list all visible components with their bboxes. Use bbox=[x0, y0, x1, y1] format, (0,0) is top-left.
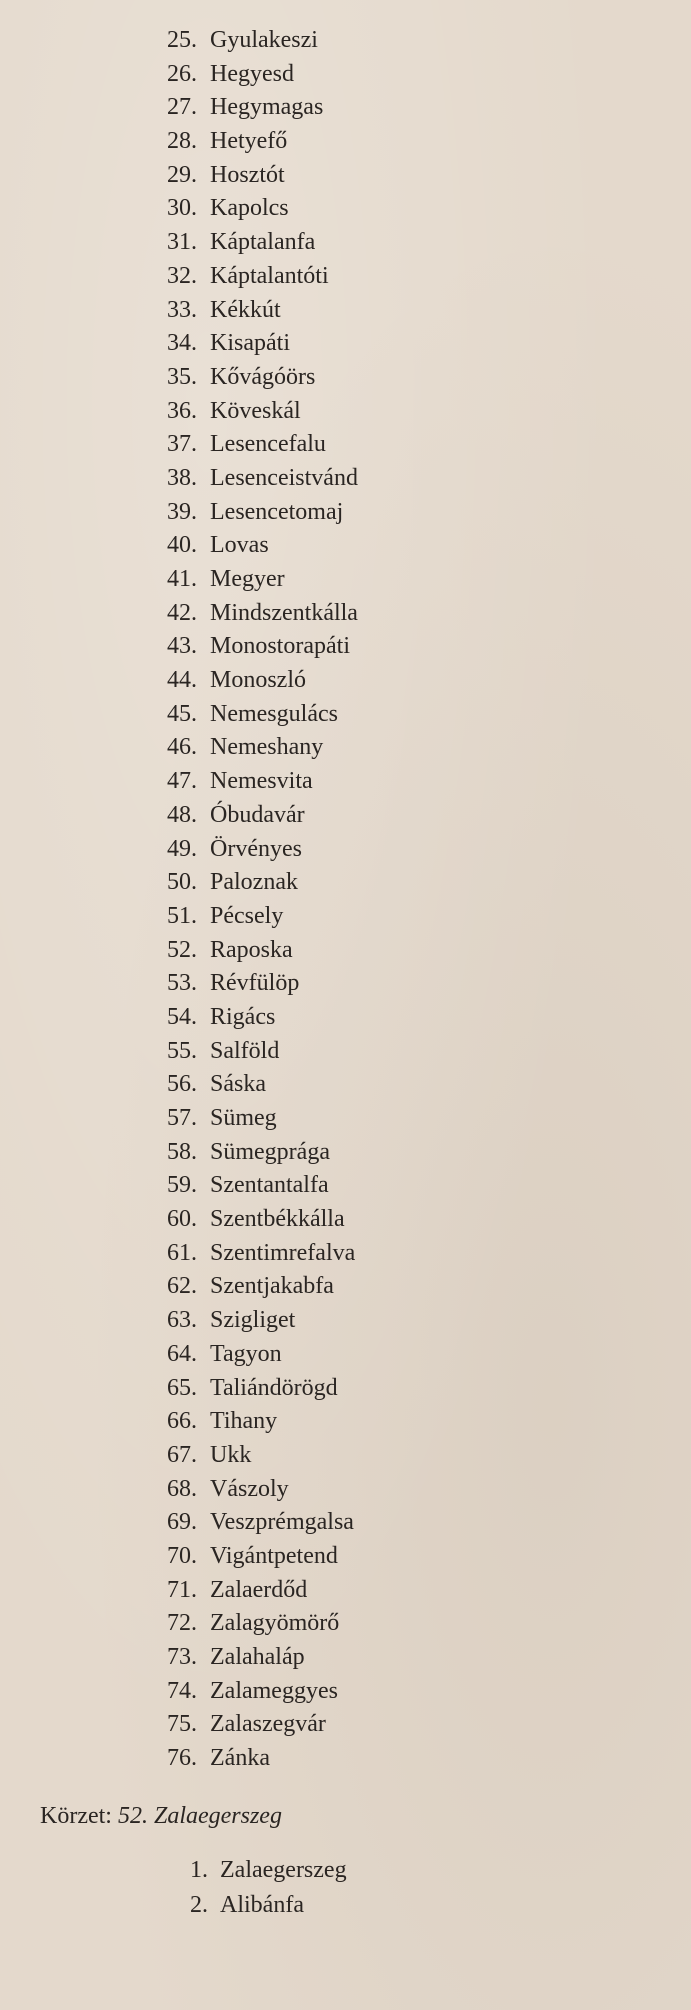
list-item bbox=[0, 934, 691, 968]
item-number: 53. bbox=[167, 970, 197, 997]
district-heading bbox=[40, 1799, 282, 1833]
list-item bbox=[0, 159, 691, 193]
item-name: Köveskál bbox=[210, 397, 301, 424]
list-item bbox=[0, 1001, 691, 1035]
list-item bbox=[0, 799, 691, 833]
item-name: Veszprémgalsa bbox=[210, 1509, 354, 1536]
item-number: 33. bbox=[167, 296, 197, 323]
item-name: Kővágóörs bbox=[210, 363, 316, 390]
list-item bbox=[0, 529, 691, 563]
item-name: Sümeg bbox=[210, 1105, 277, 1131]
item-number: 55. bbox=[167, 1037, 197, 1064]
item-name: Hetyefő bbox=[210, 128, 288, 155]
list-item bbox=[0, 1574, 691, 1608]
item-name: Hosztót bbox=[210, 161, 285, 188]
item-number: 46. bbox=[167, 734, 197, 761]
list-item bbox=[0, 1742, 691, 1776]
list-item bbox=[0, 1853, 691, 1888]
item-name: Zalaerdőd bbox=[210, 1576, 308, 1603]
item-name: Zánka bbox=[210, 1745, 270, 1772]
item-number: 57. bbox=[167, 1105, 197, 1131]
item-name: Óbudavár bbox=[210, 801, 305, 828]
list-item bbox=[0, 1540, 691, 1574]
item-name: Salföld bbox=[210, 1037, 280, 1064]
list-item bbox=[0, 1888, 691, 1923]
list-item bbox=[0, 361, 691, 395]
item-name: Raposka bbox=[210, 936, 293, 963]
list-item bbox=[0, 1473, 691, 1507]
item-name: Sümegprága bbox=[210, 1138, 330, 1165]
item-name: Nemesvita bbox=[210, 768, 313, 795]
item-number: 65. bbox=[167, 1374, 197, 1401]
list-item bbox=[0, 1439, 691, 1473]
list-item bbox=[0, 664, 691, 698]
item-name: Tagyon bbox=[210, 1340, 282, 1367]
item-name: Lovas bbox=[210, 532, 269, 559]
item-name: Hegymagas bbox=[210, 94, 324, 121]
list-item bbox=[0, 294, 691, 328]
item-number: 32. bbox=[167, 262, 197, 289]
list-item bbox=[0, 630, 691, 664]
list-item bbox=[0, 1136, 691, 1170]
item-number: 59. bbox=[167, 1172, 197, 1199]
item-number: 1. bbox=[190, 1857, 208, 1883]
item-number: 42. bbox=[167, 599, 197, 626]
list-item bbox=[0, 1270, 691, 1304]
item-number: 75. bbox=[167, 1711, 197, 1738]
item-number: 38. bbox=[167, 464, 197, 491]
item-name: Örvényes bbox=[210, 835, 302, 862]
item-name: Paloznak bbox=[210, 869, 298, 896]
item-name: Hegyesd bbox=[210, 60, 294, 87]
list-item bbox=[0, 1506, 691, 1540]
item-number: 50. bbox=[167, 869, 197, 896]
item-number: 30. bbox=[167, 195, 197, 222]
settlement-list bbox=[0, 24, 691, 1776]
item-name: Zalaegerszeg bbox=[220, 1857, 347, 1883]
list-item bbox=[0, 1607, 691, 1641]
item-number: 45. bbox=[167, 700, 197, 727]
item-number: 60. bbox=[167, 1206, 197, 1233]
list-item bbox=[0, 1675, 691, 1709]
item-number: 40. bbox=[167, 532, 197, 559]
item-name: Pécsely bbox=[210, 902, 284, 929]
item-name: Rigács bbox=[210, 1003, 276, 1030]
item-name: Gyulakeszi bbox=[210, 27, 318, 53]
item-name: Zalaszegvár bbox=[210, 1711, 326, 1738]
item-number: 41. bbox=[167, 566, 197, 592]
item-name: Kisapáti bbox=[210, 330, 290, 357]
item-number: 36. bbox=[167, 397, 197, 424]
item-name: Szentjakabfa bbox=[210, 1273, 334, 1300]
item-name: Szentimrefalva bbox=[210, 1239, 356, 1266]
item-number: 61. bbox=[167, 1239, 197, 1266]
district-name: Zalaegerszeg bbox=[153, 1803, 282, 1829]
item-name: Mindszentkálla bbox=[210, 599, 358, 626]
item-number: 29. bbox=[167, 161, 197, 188]
list-item bbox=[0, 226, 691, 260]
item-number: 70. bbox=[167, 1542, 197, 1569]
district-label: Körzet: bbox=[40, 1803, 112, 1829]
list-item bbox=[0, 125, 691, 159]
item-name: Taliándörögd bbox=[210, 1374, 338, 1401]
item-number: 37. bbox=[167, 431, 197, 458]
list-item bbox=[0, 866, 691, 900]
item-number: 49. bbox=[167, 835, 197, 862]
list-item bbox=[0, 1338, 691, 1372]
item-number: 67. bbox=[167, 1441, 197, 1468]
list-item bbox=[0, 833, 691, 867]
list-item bbox=[0, 1102, 691, 1136]
item-name: Nemesgulács bbox=[210, 700, 338, 727]
item-number: 66. bbox=[167, 1408, 197, 1435]
item-name: Alibánfa bbox=[220, 1891, 304, 1918]
list-item bbox=[0, 731, 691, 765]
list-item bbox=[0, 24, 691, 58]
item-number: 35. bbox=[167, 363, 197, 390]
list-item bbox=[0, 1304, 691, 1338]
item-name: Révfülöp bbox=[210, 970, 300, 997]
item-number: 63. bbox=[167, 1307, 197, 1334]
item-number: 34. bbox=[167, 330, 197, 357]
item-name: Zalameggyes bbox=[210, 1677, 338, 1704]
list-item bbox=[0, 462, 691, 496]
list-item bbox=[0, 496, 691, 530]
list-item bbox=[0, 91, 691, 125]
item-name: Szentbékkálla bbox=[210, 1206, 345, 1233]
item-number: 28. bbox=[167, 128, 197, 155]
list-item bbox=[0, 327, 691, 361]
item-name: Sáska bbox=[210, 1071, 266, 1098]
list-item bbox=[0, 1203, 691, 1237]
item-name: Ukk bbox=[210, 1441, 252, 1468]
item-number: 71. bbox=[167, 1576, 197, 1603]
item-name: Megyer bbox=[210, 566, 285, 592]
item-number: 56. bbox=[167, 1071, 197, 1098]
item-number: 52. bbox=[167, 936, 197, 963]
item-number: 47. bbox=[167, 768, 197, 795]
list-item bbox=[0, 395, 691, 429]
item-name: Vászoly bbox=[210, 1475, 289, 1502]
district-settlement-list bbox=[0, 1853, 691, 1922]
item-name: Zalagyömörő bbox=[210, 1610, 340, 1637]
item-number: 31. bbox=[167, 229, 197, 256]
item-number: 43. bbox=[167, 633, 197, 660]
list-item bbox=[0, 260, 691, 294]
item-name: Káptalanfa bbox=[210, 229, 316, 256]
list-item bbox=[0, 58, 691, 92]
district-number: 52. bbox=[117, 1803, 148, 1829]
item-name: Lesenceistvánd bbox=[210, 464, 358, 491]
item-name: Zalahaláp bbox=[210, 1644, 305, 1670]
item-name: Lesencetomaj bbox=[210, 498, 344, 525]
item-name: Monostorapáti bbox=[210, 633, 350, 660]
item-number: 26. bbox=[167, 60, 197, 87]
item-name: Szentantalfa bbox=[210, 1172, 329, 1199]
list-item bbox=[0, 1068, 691, 1102]
item-name: Szigliget bbox=[210, 1307, 296, 1334]
item-number: 76. bbox=[167, 1745, 197, 1772]
item-number: 58. bbox=[167, 1138, 197, 1165]
item-name: Kékkút bbox=[210, 296, 281, 323]
list-item bbox=[0, 1237, 691, 1271]
item-number: 44. bbox=[167, 667, 197, 694]
item-number: 51. bbox=[167, 902, 197, 929]
list-item bbox=[0, 1405, 691, 1439]
item-name: Kapolcs bbox=[210, 195, 289, 222]
item-name: Nemeshany bbox=[210, 734, 324, 761]
item-number: 2. bbox=[190, 1891, 208, 1918]
item-number: 54. bbox=[167, 1003, 197, 1030]
item-number: 73. bbox=[167, 1644, 197, 1670]
item-number: 62. bbox=[167, 1273, 197, 1300]
item-number: 39. bbox=[167, 498, 197, 525]
list-item bbox=[0, 967, 691, 1001]
item-name: Vigántpetend bbox=[210, 1542, 338, 1569]
list-item bbox=[0, 698, 691, 732]
item-number: 74. bbox=[167, 1677, 197, 1704]
item-number: 72. bbox=[167, 1610, 197, 1637]
list-item bbox=[0, 428, 691, 462]
item-name: Lesencefalu bbox=[210, 431, 326, 458]
list-item bbox=[0, 1169, 691, 1203]
item-number: 48. bbox=[167, 801, 197, 828]
list-item bbox=[0, 563, 691, 597]
item-number: 25. bbox=[167, 27, 197, 53]
list-item bbox=[0, 192, 691, 226]
list-item bbox=[0, 597, 691, 631]
item-number: 27. bbox=[167, 94, 197, 121]
list-item bbox=[0, 1708, 691, 1742]
item-name: Tihany bbox=[210, 1408, 278, 1435]
list-item bbox=[0, 765, 691, 799]
list-item bbox=[0, 1372, 691, 1406]
list-item bbox=[0, 900, 691, 934]
item-number: 69. bbox=[167, 1509, 197, 1536]
item-number: 64. bbox=[167, 1340, 197, 1367]
item-number: 68. bbox=[167, 1475, 197, 1502]
item-name: Monoszló bbox=[210, 667, 306, 694]
item-name: Káptalantóti bbox=[210, 262, 329, 289]
list-item bbox=[0, 1641, 691, 1675]
list-item bbox=[0, 1035, 691, 1069]
